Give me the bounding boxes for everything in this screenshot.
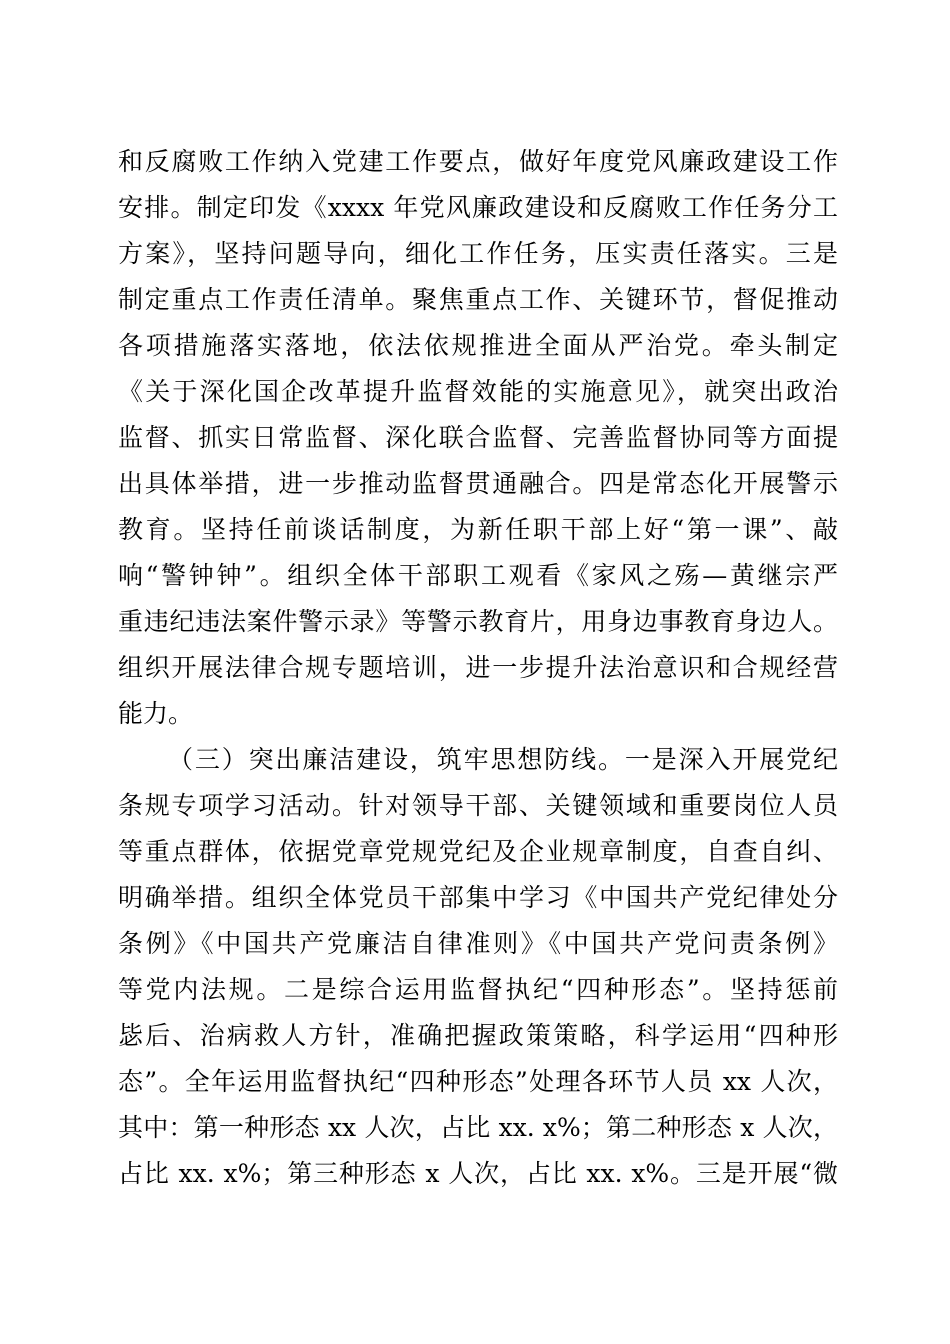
paragraph-line: 教育。坚持任前谈话制度，为新任职干部上好“第一课”、敲 <box>118 515 838 544</box>
paragraph-line: 条例》《中国共产党廉洁自律准则》《中国共产党问责条例》 <box>118 929 838 958</box>
paragraph-line: 等重点群体，依据党章党规党纪及企业规章制度，自查自纠、 <box>118 837 838 866</box>
paragraph-line: 能力。 <box>118 699 194 728</box>
paragraph-line: 条规专项学习活动。针对领导干部、关键领域和重要岗位人员 <box>118 791 838 820</box>
paragraph-line: 《关于深化国企改革提升监督效能的实施意见》，就突出政治 <box>118 377 838 406</box>
section-heading-line: （三）突出廉洁建设，筑牢思想防线。一是深入开展党纪 <box>168 745 838 774</box>
paragraph-line: 响“警钟钟”。组织全体干部职工观看《家风之殇—黄继宗严 <box>118 561 838 590</box>
paragraph-line: 重违纪违法案件警示录》等警示教育片，用身边事教育身边人。 <box>118 607 838 636</box>
paragraph-line: 明确举措。组织全体党员干部集中学习《中国共产党纪律处分 <box>118 883 838 912</box>
paragraph-line: 安排。制定印发《xxxx 年党风廉政建设和反腐败工作任务分工 <box>118 193 838 222</box>
paragraph-line: 制定重点工作责任清单。聚焦重点工作、关键环节，督促推动 <box>118 285 838 314</box>
paragraph-line: 其中：第一种形态 xx 人次，占比 xx. x%；第二种形态 x 人次， <box>118 1113 838 1142</box>
paragraph-line: 组织开展法律合规专题培训，进一步提升法治意识和合规经营 <box>118 653 838 682</box>
paragraph-line: 各项措施落实落地，依法依规推进全面从严治党。牵头制定 <box>118 331 838 360</box>
paragraph-line: 态”。全年运用监督执纪“四种形态”处理各环节人员 xx 人次， <box>118 1067 838 1096</box>
paragraph-line: 和反腐败工作纳入党建工作要点，做好年度党风廉政建设工作 <box>118 147 838 176</box>
paragraph-line: 监督、抓实日常监督、深化联合监督、完善监督协同等方面提 <box>118 423 838 452</box>
paragraph-line: 出具体举措，进一步推动监督贯通融合。四是常态化开展警示 <box>118 469 838 498</box>
paragraph-line: 方案》，坚持问题导向，细化工作任务，压实责任落实。三是 <box>118 239 838 268</box>
paragraph-line: 占比 xx. x%；第三种形态 x 人次，占比 xx. x%。三是开展“微 <box>118 1159 838 1188</box>
paragraph-line: 等党内法规。二是综合运用监督执纪“四种形态”。坚持惩前 <box>118 975 838 1004</box>
paragraph-line: 毖后、治病救人方针，准确把握政策策略，科学运用“四种形 <box>118 1021 838 1050</box>
